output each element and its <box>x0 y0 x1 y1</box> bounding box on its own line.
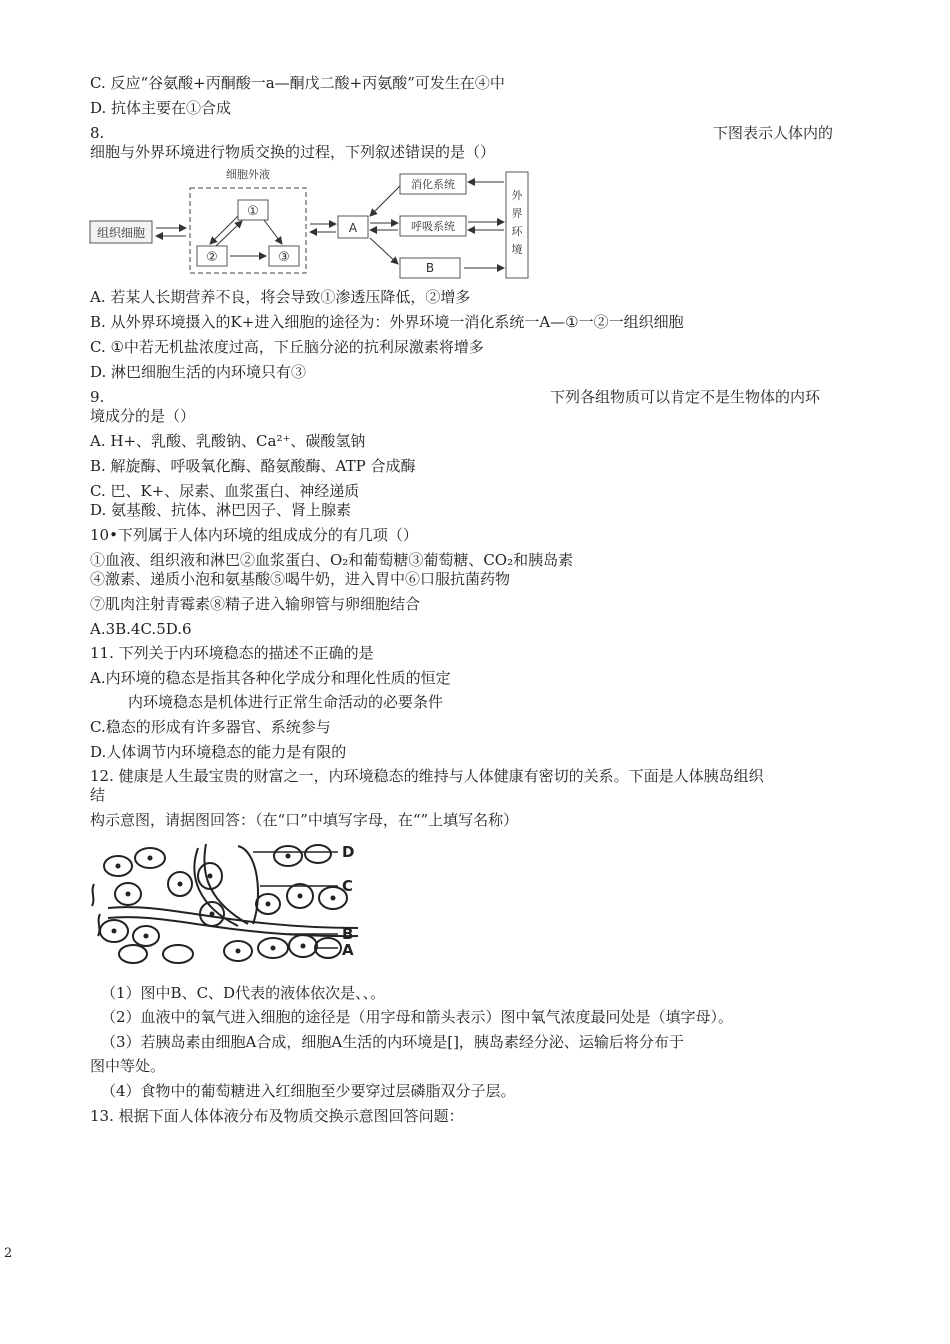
q8-stem: 细胞与外界环境进行物质交换的过程，下列叙述错误的是（） <box>90 143 496 161</box>
q12-part-1: （1）图中B、C、D代表的液体依次是、、。 <box>101 984 386 1002</box>
q12-part-4: （4）食物中的葡萄糖进入红细胞至少要穿过层磷脂双分子层。 <box>101 1082 516 1100</box>
digestive-system-label: 消化系统 <box>411 178 455 191</box>
q7-option-d: D. 抗体主要在①合成 <box>90 99 232 117</box>
q11-option-b: 内环境稳态是机体进行正常生命活动的必要条件 <box>128 693 444 711</box>
q12-part-2: （2）血液中的氧气进入细胞的途径是（用字母和箭头表示）图中氧气浓度最冋处是（填字母）。 <box>101 1008 734 1026</box>
q12-stem-3: 构示意图，请据图回答：（在“口”中填写字母，在“”上填写名称） <box>90 811 519 829</box>
q9-option-b: B. 解旋酶、呼吸氧化酶、酪氨酸酶、ATP 合成酶 <box>90 457 416 475</box>
label-b: B <box>342 925 354 943</box>
q8-option-c: C. ①中若无机盐浓度过高，下丘脑分泌的抗利尿激素将增多 <box>90 338 484 356</box>
pancreas-tissue-diagram <box>88 836 373 971</box>
q10-line-3: ⑦肌肉注射青霉素⑧精子进入输卵管与卵细胞结合 <box>90 595 421 613</box>
q9-stem: 境成分的是（） <box>90 407 196 425</box>
q11-stem: 11. 下列关于内环境稳态的描述不正确的是 <box>90 644 374 662</box>
q12-part-3a: （3）若胰岛素由细胞A合成，细胞A生活的内环境是[]，胰岛素经分泌、运输后将分布于 <box>101 1033 684 1051</box>
q8-option-b: B. 从外界环境摄入的K+进入细胞的途径为：外界环境一消化系统一A—①一②一组织细胞 <box>90 313 684 331</box>
external-env-3: 环 <box>511 225 523 238</box>
q11-option-c: C.稳态的形成有许多器官、系统参与 <box>90 718 331 736</box>
q11-option-a: A.内环境的稳态是指其各种化学成分和理化性质的恒定 <box>90 669 451 687</box>
q12-stem-1: 12. 健康是人生最宝贵的财富之一，内环境稳态的维持与人体健康有密切的关系。下面是人体胰岛组织 <box>90 767 764 785</box>
ecf-label: 细胞外液 <box>226 168 270 181</box>
label-d: D <box>342 843 355 861</box>
external-env-1: 外 <box>511 189 523 202</box>
q8-option-a: A. 若某人长期营养不良，将会导致①渗透压降低，②增多 <box>90 288 471 306</box>
tissue-cell-label: 组织细胞 <box>96 226 146 240</box>
q11-option-d: D.人体调节内环境稳态的能力是有限的 <box>90 743 347 761</box>
q10-stem: 10•下列属于人体内环境的组成成分的有几项（） <box>90 526 418 544</box>
q13-stem: 13. 根据下面人体体液分布及物质交换示意图回答问题： <box>90 1107 464 1125</box>
q12-part-3b: 图中等处。 <box>90 1057 166 1075</box>
node-2: ② <box>206 250 218 265</box>
node-a: A <box>348 221 358 235</box>
q10-line-1: ①血液、组织液和淋巴②血浆蛋白、O₂和葡萄糖③葡萄糖、CO₂和胰岛素 <box>90 551 574 569</box>
external-env-4: 境 <box>511 243 523 256</box>
q9-option-d: D. 氨基酸、抗体、淋巴因子、肾上腺素 <box>90 501 352 519</box>
label-c: C <box>342 877 354 895</box>
q8-option-d: D. 淋巴细胞生活的内环境只有③ <box>90 363 307 381</box>
q8-stem-right: 下图表示人体内的 <box>713 124 834 142</box>
label-a: A <box>342 941 354 959</box>
q10-options: A.3B.4C.5D.6 <box>90 620 192 638</box>
q9-stem-right: 下列各组物质可以肯定不是生物体的内环 <box>550 388 821 406</box>
page-number: 2 <box>4 1246 13 1261</box>
q7-option-c: C. 反应“谷氨酸+丙酮酸一a—酮戊二酸+丙氨酸”可发生在④中 <box>90 74 505 92</box>
node-1: ① <box>247 204 259 219</box>
q12-stem-2: 结 <box>90 786 106 804</box>
q10-line-2: ④激素、递质小泡和氨基酸⑤喝牛奶，进入胃中⑥口服抗菌药物 <box>90 570 511 588</box>
body-exchange-diagram <box>88 166 538 281</box>
q9-option-a: A. H+、乳酸、乳酸钠、Ca²⁺、碳酸氢钠 <box>90 432 366 450</box>
node-3: ③ <box>278 250 290 265</box>
external-env-2: 界 <box>511 207 523 220</box>
q9-option-c: C. 巴、K+、尿素、血浆蛋白、神经递质 <box>90 482 360 500</box>
node-b: B <box>425 261 435 275</box>
q9-number: 9. <box>90 388 105 406</box>
q8-number: 8. <box>90 124 105 142</box>
respiratory-system-label: 呼吸系统 <box>411 220 455 233</box>
